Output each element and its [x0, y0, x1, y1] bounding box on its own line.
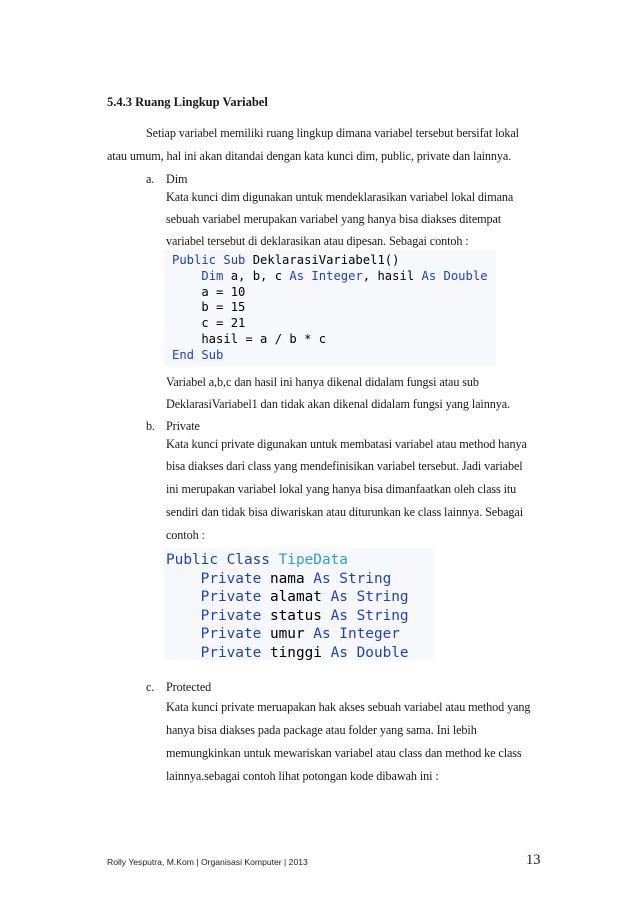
item-c-desc-3: memungkinkan untuk mewariskan variabel atau class dan method ke class	[166, 746, 522, 760]
intro-line-1: Setiap variabel memiliki ruang lingkup dimana variabel tersebut bersifat lokal	[146, 126, 519, 140]
item-a-desc-2: sebuah variabel merupakan variabel yang hanya bisa diakses ditempat	[166, 212, 502, 226]
item-b-desc-2: bisa diakses dari class yang mendefinisikan variabel tersebut. Jadi variabel	[166, 459, 523, 473]
item-c-desc-1: Kata kunci private meruapakan hak akses sebuah variabel atau method yang	[166, 700, 531, 714]
code-block-private: Public Class TipeData Private nama As String Private alamat As String Private status As String Private umur As Integer Private tinggi As Double	[164, 548, 434, 660]
item-b-desc-1: Kata kunci private digunakan untuk membatasi variabel atau method hanya	[166, 437, 527, 451]
item-b-title: Private	[166, 419, 200, 433]
item-a-desc-3: variabel tersebut di deklarasikan atau dipesan. Sebagai contoh :	[166, 234, 469, 248]
item-c-marker: c.	[146, 680, 155, 694]
item-a-desc-1: Kata kunci dim digunakan untuk mendeklarasikan variabel lokal dimana	[166, 190, 514, 204]
item-b-marker: b.	[146, 419, 155, 433]
item-b-desc-4: sendiri dan tidak bisa diwariskan atau diturunkan ke class lainnya. Sebagai	[166, 505, 524, 519]
page-number: 13	[526, 852, 541, 868]
item-a-after-1: Variabel a,b,c dan hasil ini hanya dikenal didalam fungsi atau sub	[166, 375, 479, 389]
page-footer: Rolly Yesputra, M.Kom | Organisasi Komputer | 2013	[107, 857, 308, 867]
intro-line-2: atau umum, hal ini akan ditandai dengan kata kunci dim, public, private dan lainnya.	[107, 149, 512, 163]
item-b-desc-3: ini merupakan variabel lokal yang hanya bisa dimanfaatkan oleh class itu	[166, 482, 517, 496]
item-a-marker: a.	[146, 172, 155, 186]
item-c-desc-2: hanya bisa diakses pada package atau folder yang sama. Ini lebih	[166, 723, 477, 737]
item-c-title: Protected	[166, 680, 212, 694]
item-a-title: Dim	[166, 172, 188, 186]
code-block-dim: Public Sub DeklarasiVariabel1() Dim a, b, c As Integer, hasil As Double a = 10 b = 15 c = 21 hasil = a / b * c End Sub	[164, 250, 496, 366]
item-a-after-2: DeklarasiVariabel1 dan tidak akan dikenal didalam fungsi yang lainnya.	[166, 397, 510, 411]
section-heading: 5.4.3 Ruang Lingkup Variabel	[107, 95, 268, 109]
item-b-desc-5: contoh :	[166, 528, 205, 542]
item-c-desc-4: lainnya.sebagai contoh lihat potongan kode dibawah ini :	[166, 769, 439, 783]
